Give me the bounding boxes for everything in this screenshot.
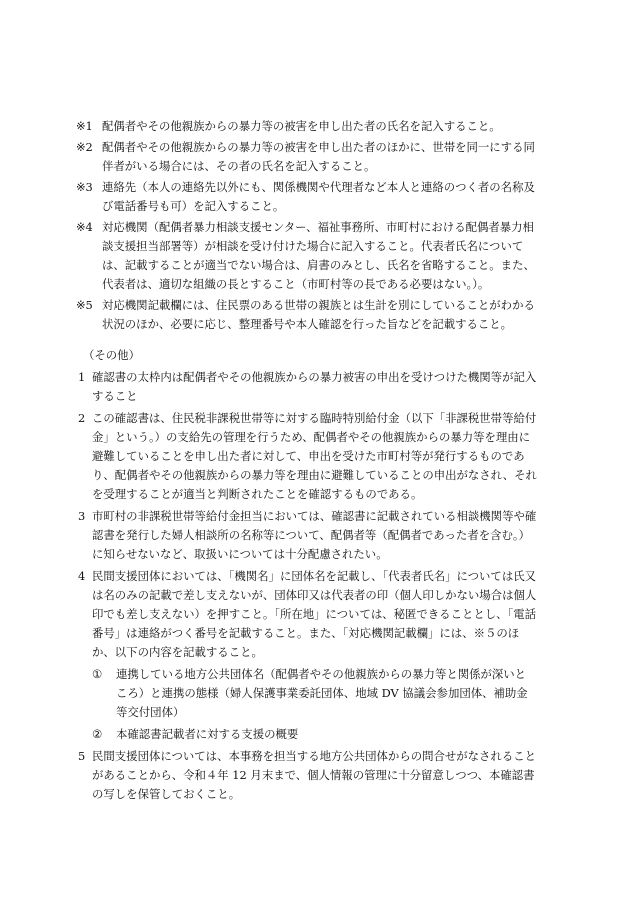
subitem-number: ① (92, 667, 103, 681)
item-text: 確認書の太枠内は配偶者やその他親族からの暴力被害の申出を受けつけた機関等が記入すること (92, 370, 537, 403)
other-section (0, 346, 630, 804)
note-mark: ※3 (76, 180, 93, 194)
item-number: 5 (78, 749, 86, 763)
item-number: 1 (78, 370, 86, 384)
subitem-number: ② (92, 727, 103, 741)
note-text: 配偶者やその他親族からの暴力等の被害を申し出た者の氏名を記入すること。 (102, 119, 501, 133)
item-text: 民間支援団体においては、「機関名」に団体名を記載し、「代表者氏名」については氏又は名のみの記載で差し支えないが、団体印又は代表者の印（個人印しかない場合は個人印でも差し支えない）を押すこと。「所在地」については、秘匿できることとし、「電話番号」は連絡がつく番号を記載すること。また、「対応機関記載欄」には、※５のほか、以下の内容を記載すること。 (92, 569, 537, 659)
note-text: 配偶者やその他親族からの暴力等の被害を申し出た者のほかに、世帯を同一にする同伴者がいる場合には、その者の氏名を記入すること。 (102, 140, 535, 173)
other-item-2 (0, 409, 539, 504)
note-mark: ※5 (76, 298, 93, 312)
note-mark: ※2 (76, 140, 93, 154)
other-item-4 (0, 567, 539, 662)
note-4 (0, 218, 537, 294)
note-text: 対応機関（配偶者暴力相談支援センター、福祉事務所、市町村における配偶者暴力相談支援担当部署等）が相談を受け付けた場合に記入すること。代表者氏名については、記載することが適当でない場合は、肩書のみとし、氏名を省略すること。また、代表者は、適切な組織の長とすること（市町村等の長である必要はない。）。 (102, 220, 535, 291)
item-text: 市町村の非課税世帯等給付金担当においては、確認書に記載されている相談機関等や確認書を発行した婦人相談所の名称等について、配偶者等（配偶者であった者を含む。）に知らせないなど、取扱いについては十分配慮されたい。 (92, 509, 537, 561)
note-2 (0, 138, 537, 176)
note-5 (0, 296, 537, 334)
item-text: 民間支援団体については、本事務を担当する地方公共団体からの問合せがなされることがあることから、令和４年 12 月末まで、個人情報の管理に十分留意しつつ、本確認書の写しを保管しておくこと。 (92, 749, 537, 801)
subitem-2 (0, 725, 536, 744)
subitem-1 (0, 665, 536, 722)
item-number: 2 (78, 411, 86, 425)
section-title: （その他） (83, 348, 140, 362)
note-mark: ※1 (76, 119, 93, 133)
other-item-1 (0, 368, 539, 406)
note-mark: ※4 (76, 220, 93, 234)
note-text: 連絡先（本人の連絡先以外にも、関係機関や代理者など本人と連絡のつく者の名称及び電話番号も可）を記入すること。 (102, 180, 535, 213)
note-3 (0, 178, 537, 216)
subitem-text: 連携している地方公共団体名（配偶者やその他親族からの暴力等と関係が深いところ）と連携の態様（婦人保護事業委託団体、地域 DV 協議会参加団体、補助金等交付団体） (116, 667, 528, 719)
notes-section (0, 117, 630, 334)
item-number: 3 (78, 509, 86, 523)
other-item-3 (0, 507, 539, 564)
other-item-5 (0, 747, 539, 804)
item-number: 4 (78, 569, 86, 583)
note-text: 対応機関記載欄には、住民票のある世帯の親族とは生計を別にしていることがわかる状況のほか、必要に応じ、整理番号や本人確認を行った旨などを記載すること。 (102, 298, 535, 331)
subitem-text: 本確認書記載者に対する支援の概要 (116, 727, 299, 741)
item-text: この確認書は、住民税非課税世帯等に対する臨時特別給付金（以下「非課税世帯等給付金」という。）の支給先の管理を行うため、配偶者やその他親族からの暴力等を理由に避難していることを申し出た者に対して、申出を受けた市町村等が発行するものであり、配偶者やその他親族からの暴力等を理由に避難していることの申出がなされ、それを受理することが適当と判断されたことを確認するものである。 (92, 411, 537, 501)
note-1 (0, 117, 537, 136)
